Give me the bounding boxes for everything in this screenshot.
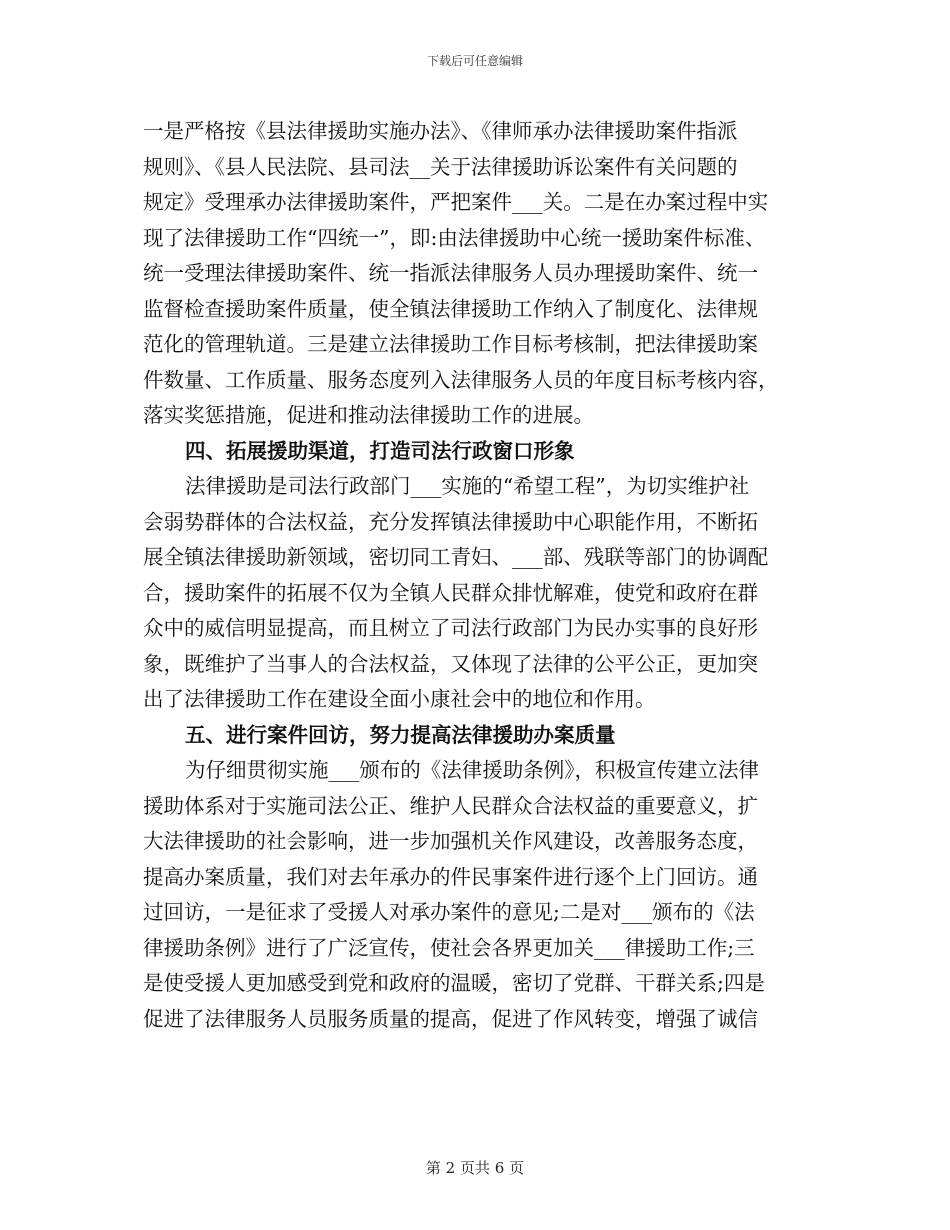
- body-line: 援助体系对于实施司法公正、维护人民群众合法权益的重要意义，扩: [143, 793, 758, 818]
- body-line: 现了法律援助工作“四统一”，即:由法律援助中心统一援助案件标准、: [143, 225, 766, 250]
- page-footer: 第 2 页共 6 页: [425, 1159, 525, 1177]
- paragraph-first-line: 法律援助是司法行政部门___实施的“希望工程”，为切实维护社: [185, 474, 750, 498]
- section-heading: 五、进行案件回访，努力提高法律援助办案质量: [185, 722, 616, 747]
- body-line: 出了法律援助工作在建设全面小康社会中的地位和作用。: [143, 687, 656, 711]
- body-line: 统一受理法律援助案件、统一指派法律服务人员办理援助案件、统一: [143, 261, 758, 285]
- paragraph-first-line: 为仔细贯彻实施___颁布的《法律援助条例》，积极宣传建立法律: [185, 758, 759, 782]
- body-line: 规则》、《县人民法院、县司法__关于法律援助诉讼案件有关问题的: [143, 154, 738, 179]
- page-header: 下载后可任意编辑: [426, 54, 523, 68]
- body-line: 是使受援人更加感受到党和政府的温暖，密切了党群、干群关系;四是: [143, 971, 765, 995]
- body-line: 过回访，一是征求了受援人对承办案件的意见;二是对___颁布的《法: [143, 900, 755, 924]
- body-line: 展全镇法律援助新领域，密切同工青妇、___部、残联等部门的协调配: [143, 545, 769, 569]
- section-heading: 四、拓展援助渠道，打造司法行政窗口形象: [185, 438, 575, 463]
- body-line: 件数量、工作质量、服务态度列入法律服务人员的年度目标考核内容，: [143, 367, 779, 392]
- body-line: 一是严格按《县法律援助实施办法》、《律师承办法律援助案件指派: [143, 119, 738, 143]
- body-line: 范化的管理轨道。三是建立法律援助工作目标考核制，把法律援助案: [143, 332, 758, 356]
- body-line: 律援助条例》进行了广泛宣传，使社会各界更加关___律援助工作;三: [143, 935, 755, 960]
- body-line: 会弱势群体的合法权益，充分发挥镇法律援助中心职能作用，不断拓: [143, 509, 758, 534]
- body-line: 监督检查援助案件质量，使全镇法律援助工作纳入了制度化、法律规: [143, 296, 758, 321]
- body-line: 合，援助案件的拓展不仅为全镇人民群众排忧解难，使党和政府在群: [143, 580, 758, 605]
- body-line: 象，既维护了当事人的合法权益，又体现了法律的公平公正，更加突: [143, 651, 758, 676]
- body-line: 规定》受理承办法律援助案件，严把案件___关。二是在办案过程中实: [143, 190, 769, 214]
- body-line: 落实奖惩措施，促进和推动法律援助工作的进展。: [143, 403, 594, 427]
- body-line: 众中的威信明显提高，而且树立了司法行政部门为民办实事的良好形: [143, 616, 758, 640]
- body-line: 提高办案质量，我们对去年承办的件民事案件进行逐个上门回访。通: [143, 864, 758, 889]
- body-line: 促进了法律服务人员服务质量的提高，促进了作风转变，增强了诚信: [143, 1006, 758, 1031]
- body-line: 大法律援助的社会影响，进一步加强机关作风建设，改善服务态度，: [143, 829, 758, 853]
- document-body: [143, 114, 813, 1037]
